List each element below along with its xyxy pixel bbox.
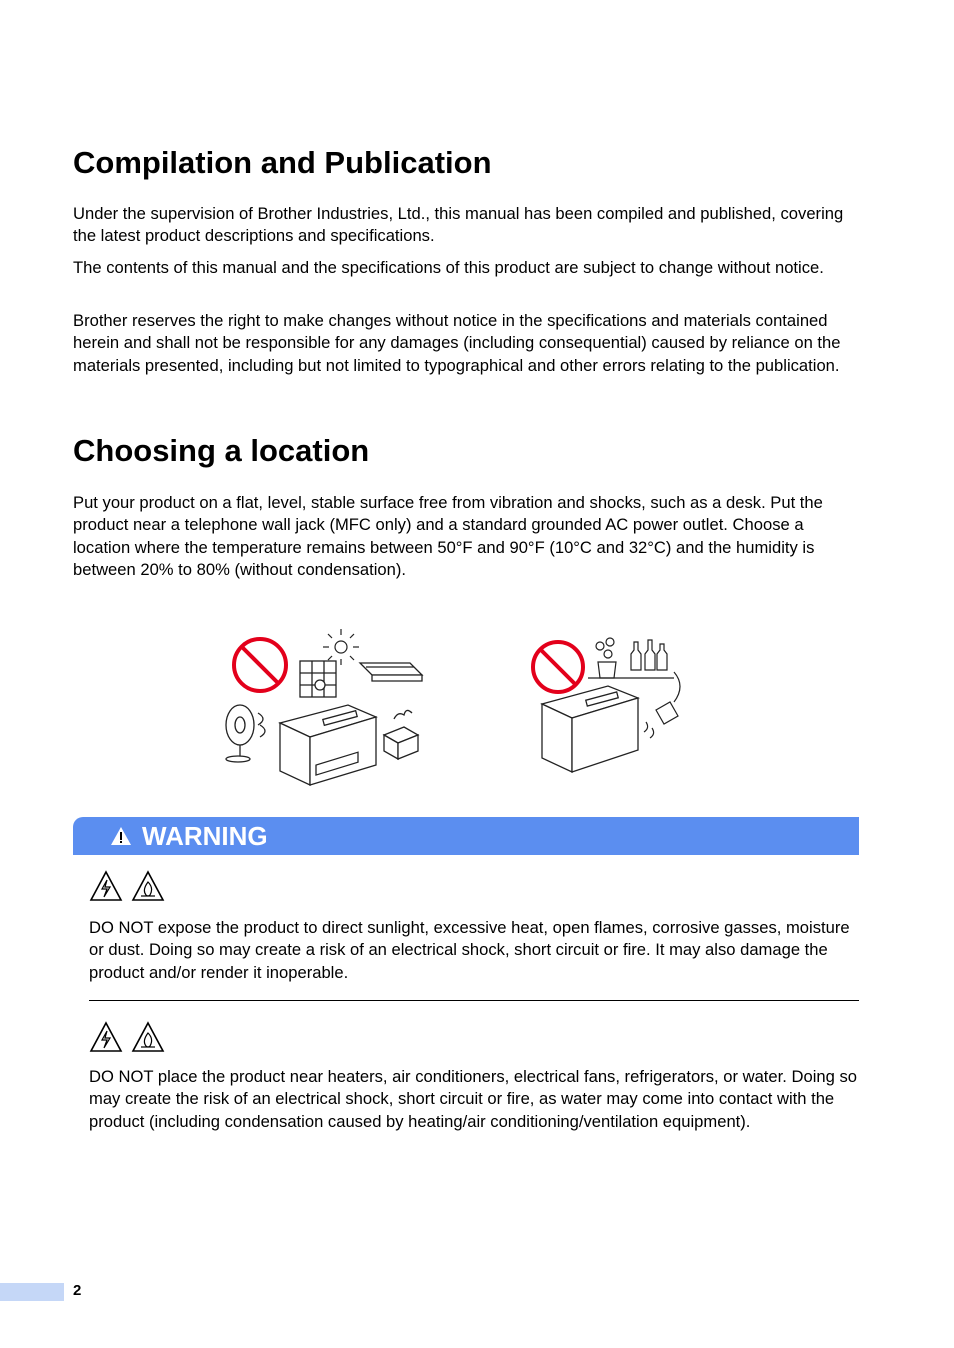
hazard-icons-1 — [89, 870, 165, 902]
fan-icon — [226, 705, 265, 762]
sun-icon — [323, 629, 359, 665]
hazard-icons-2 — [89, 1021, 165, 1053]
printer-icon — [280, 705, 376, 785]
page-tab — [0, 1283, 64, 1301]
illustration-heat-fan-sun-prohibited — [218, 625, 428, 790]
location-paragraph: Put your product on a flat, level, stable surface free from vibration and shocks, such as a desk. Put the product near a telephone wall jack (MFC only) and a standard grounded AC power outlet. Choose a location where the temperature remains between 50°F and 90°F (10°C and 32°C) and the humidity is between 20% to 80% (without condensation). — [73, 493, 823, 580]
electrical-hazard-icon — [89, 870, 123, 902]
humidifier-icon — [384, 710, 418, 759]
divider — [89, 1000, 859, 1001]
page-number: 2 — [73, 1282, 82, 1299]
printer-icon — [542, 686, 638, 772]
warning-triangle-icon — [110, 826, 132, 846]
electrical-hazard-icon — [89, 1021, 123, 1053]
flower-vase-icon — [596, 638, 616, 678]
water-spray-icon — [644, 672, 680, 738]
heater-icon — [300, 661, 336, 697]
warning-label: WARNING — [142, 820, 268, 851]
compilation-paragraph-2: The contents of this manual and the specifications of this product are subject to change without notice. — [73, 258, 824, 277]
air-conditioner-icon — [360, 663, 422, 681]
compilation-paragraph-3: Brother reserves the right to make changes without notice in the specifications and materials contained herein and shall not be responsible for any damages (including consequential) caused by reliance on the materials presented, including but not limited to typographical and other errors relating to the publication. — [73, 311, 841, 375]
compilation-paragraph-1: Under the supervision of Brother Industries, Ltd., this manual has been compiled and published, covering the latest product descriptions and specifications. — [73, 204, 844, 246]
fire-hazard-icon — [131, 1021, 165, 1053]
section-title-compilation: Compilation and Publication — [73, 145, 492, 180]
illustration-water-prohibited — [528, 632, 698, 782]
fire-hazard-icon — [131, 870, 165, 902]
prohibited-icon — [234, 639, 286, 691]
warning-text-2: DO NOT place the product near heaters, air conditioners, electrical fans, refrigerators, or water. Doing so may create the risk of an electrical shock, short circuit or fire, as water may come into contact with the product (including condensation caused by heating/air conditioning/ventilation equipment). — [89, 1067, 857, 1131]
section-title-location: Choosing a location — [73, 433, 370, 468]
warning-text-1: DO NOT expose the product to direct sunlight, excessive heat, open flames, corrosive gasses, moisture or dust. Doing so may create a risk of an electrical shock, short circuit or fire. It may also damage the product and/or render it inoperable. — [89, 918, 850, 982]
bottles-icon — [631, 640, 667, 670]
prohibited-icon — [533, 642, 583, 692]
warning-banner — [73, 817, 859, 855]
